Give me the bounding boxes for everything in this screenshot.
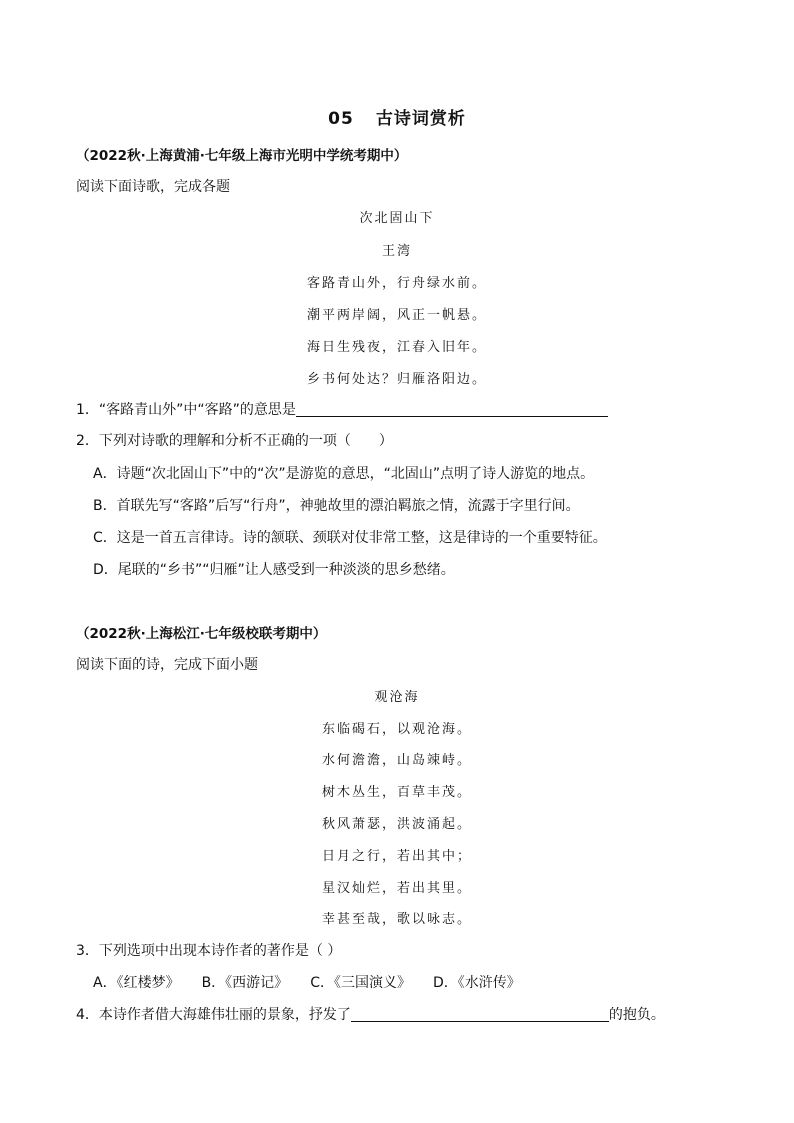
poem2-line: 水何澹澹，山岛竦峙。 [321, 753, 472, 768]
option-c[interactable]: C．这是一首五言律诗。诗的颔联、颈联对仗非常工整，这是律诗的一个重要特征。 [93, 530, 607, 546]
poem1-author: 王湾 [381, 244, 412, 259]
source-line-2: （2022秋·上海松江·七年级校联考期中） [76, 626, 327, 642]
option-b[interactable]: B．《西游记》 [201, 975, 289, 991]
section-title: 古诗词赏析 [375, 109, 466, 129]
question-1 [76, 399, 608, 419]
page-title [0, 104, 794, 129]
question-1-text: 1．“客路青山外”中“客路”的意思是 [76, 402, 296, 418]
intro-1: 阅读下面诗歌，完成各题 [76, 179, 230, 195]
option-b[interactable]: B．首联先写“客路”后写“行舟”，神驰故里的漂泊羁旅之情，流露于字里行间。 [93, 498, 580, 514]
option-c[interactable]: C．《三国演义》 [310, 975, 411, 991]
option-d[interactable]: D．尾联的“乡书”“归雁”让人感受到一种淡淡的思乡愁绪。 [93, 562, 455, 578]
poem2-line: 秋风萧瑟，洪波涌起。 [321, 817, 472, 832]
question-2-text: 2．下列对诗歌的理解和分析不正确的一项（ ） [76, 433, 393, 449]
poem2-line: 日月之行，若出其中； [321, 849, 472, 864]
poem2-line: 星汉灿烂，若出其里。 [321, 881, 472, 896]
question-4-text: 4．本诗作者借大海雄伟壮丽的景象，抒发了 [76, 1007, 351, 1023]
poem2-title: 观沧海 [374, 690, 420, 705]
question-3-text: 3．下列选项中出现本诗作者的著作是（ ） [76, 943, 342, 959]
option-a[interactable]: A．诗题“次北固山下”中的“次”是游览的意思，“北固山”点明了诗人游览的地点。 [93, 466, 595, 482]
poem1-line: 客路青山外，行舟绿水前。 [306, 276, 487, 291]
option-a[interactable]: A．《红楼梦》 [93, 975, 180, 991]
poem1-line: 海日生残夜，江春入旧年。 [306, 340, 487, 355]
question-4 [76, 1004, 665, 1024]
option-d[interactable]: D．《水浒传》 [432, 975, 521, 991]
poem1-line: 潮平两岸阔，风正一帆悬。 [306, 308, 487, 323]
intro-2: 阅读下面的诗，完成下面小题 [76, 657, 258, 673]
poem2-line: 树木丛生，百草丰茂。 [321, 785, 472, 800]
source-line-1: （2022秋·上海黄浦·七年级上海市光明中学统考期中） [76, 148, 408, 164]
poem1-line: 乡书何处达？归雁洛阳边。 [306, 372, 487, 387]
section-number: 05 [328, 109, 354, 129]
question-3-options [93, 972, 543, 992]
poem1-title: 次北固山下 [359, 211, 435, 226]
answer-blank-1[interactable] [296, 402, 608, 417]
poem2-line: 东临碣石，以观沧海。 [321, 722, 472, 737]
question-4-suffix: 的抱负。 [608, 1007, 665, 1023]
poem2-line: 幸甚至哉，歌以咏志。 [321, 912, 472, 927]
answer-blank-4[interactable] [351, 1007, 609, 1022]
